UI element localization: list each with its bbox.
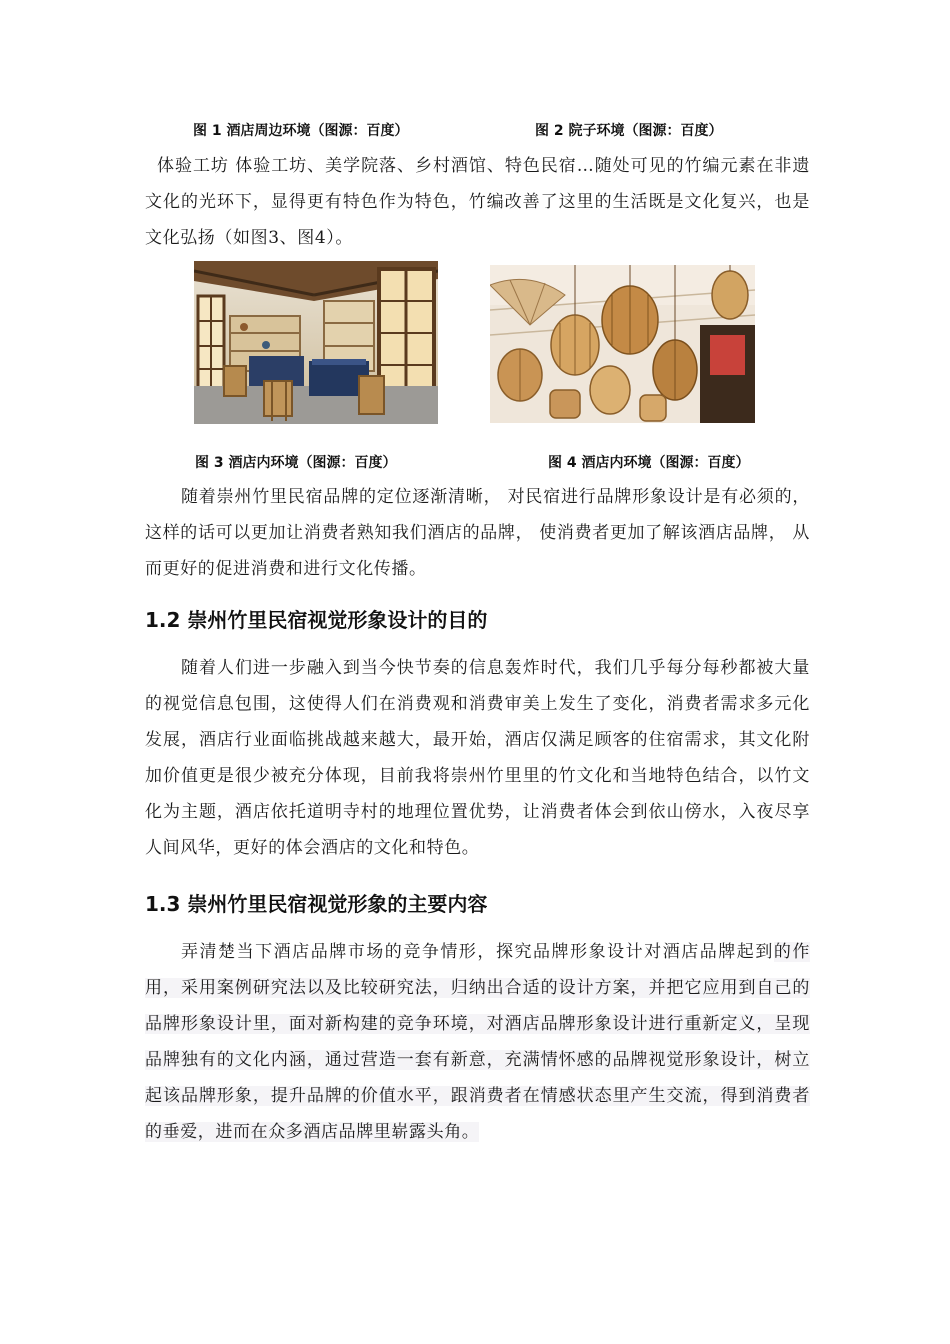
heading-1-3: 1.3 崇州竹里民宿视觉形象的主要内容 xyxy=(145,892,488,916)
paragraph-content-first-line: 弄清楚当下酒店品牌市场的竞争情形，探究品牌形象设计对酒店品牌起到 xyxy=(181,942,774,962)
heading-1-2: 1.2 崇州竹里民宿视觉形象设计的目的 xyxy=(145,608,488,632)
caption-fig2: 图 2 院子环境（图源：百度） xyxy=(535,123,723,139)
paragraph-content-highlighted: 的作用，采用案例研究法以及比较研究法，归纳出合适的设计方案，并把它应用到自己的品牌形象设计里，面对新构建的竞争环境，对酒店品牌形象设计进行重新定义，呈现品牌独有的文化内涵，通过营造一套有新意，充满情怀感的品牌视觉形象设计，树立起该品牌形象，提升品牌的价值水平，跟消费者在情感状态里产生交流，得到消费者的垂爱，进而在众多酒店品牌里崭露头角。 xyxy=(145,942,811,1142)
caption-fig4: 图 4 酒店内环境（图源：百度） xyxy=(548,455,750,471)
paragraph-intro: 体验工坊 体验工坊、美学院落、乡村酒馆、特色民宿…随处可见的竹编元素在非遗文化的光环下，显得更有特色作为特色，竹编改善了这里的生活既是文化复兴，也是文化弘扬（如图3、图4）。 xyxy=(145,156,810,248)
paragraph-brand: 随着崇州竹里民宿品牌的定位逐渐清晰， 对民宿进行品牌形象设计是有必须的， 这样的话可以更加让消费者熟知我们酒店的品牌， 使消费者更加了解该酒店品牌， 从而更好的促进消费和进行文化传播。 xyxy=(145,487,810,579)
bamboo-lanterns-photo xyxy=(490,265,755,423)
paragraph-content xyxy=(145,934,810,1150)
caption-fig3: 图 3 酒店内环境（图源：百度） xyxy=(195,455,397,471)
hotel-interior-photo xyxy=(194,261,438,424)
paragraph-purpose: 随着人们进一步融入到当今快节奏的信息轰炸时代，我们几乎每分每秒都被大量的视觉信息包围，这使得人们在消费观和消费审美上发生了变化，消费者需求多元化发展，酒店行业面临挑战越来越大，最开始，酒店仅满足顾客的住宿需求，其文化附加价值更是很少被充分体现，目前我将崇州竹里里的竹文化和当地特色结合，以竹文化为主题，酒店依托道明寺村的地理位置优势，让消费者体会到依山傍水，入夜尽享人间风华，更好的体会酒店的文化和特色。 xyxy=(145,658,810,858)
caption-fig1: 图 1 酒店周边环境（图源：百度） xyxy=(193,123,409,139)
